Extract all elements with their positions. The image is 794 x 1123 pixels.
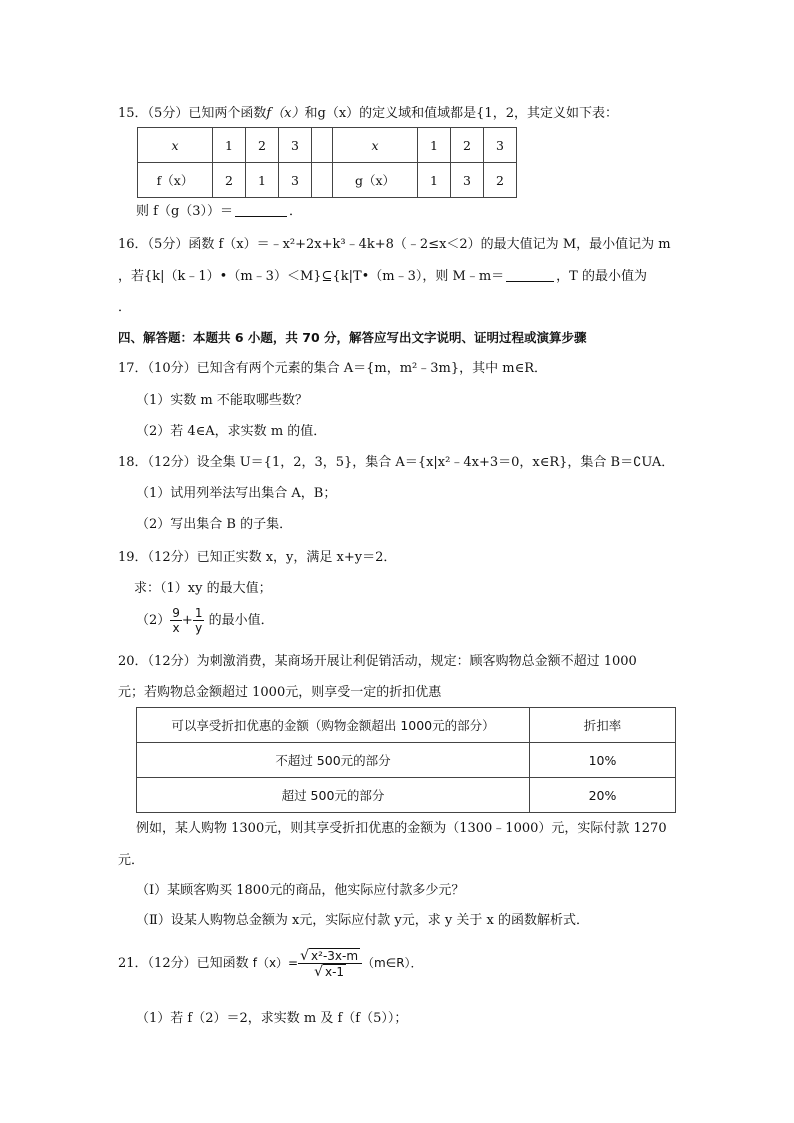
q15-table [137, 127, 517, 198]
q20-line2: 元；若购物总金额超过 1000元，则享受一定的折扣优惠 [118, 685, 442, 700]
f-table-cell: 3 [279, 163, 312, 198]
q20-example-end: 元． [118, 853, 145, 868]
fraction-9-over-x: $\frac{9}{x}$ [172, 606, 180, 635]
discount-table-header: 可以享受折扣优惠的金额（购物金额超出 1000元的部分） [137, 708, 530, 743]
q18-part2: （2）写出集合 B 的子集． [136, 517, 293, 532]
g-table-label: g（x） [333, 163, 418, 198]
q16-line2: ，若{k|（k﹣1）•（m﹣3）＜M}⊆{k|T•（m﹣3），则 M﹣m＝ ，T 的最小值为 [118, 269, 647, 284]
discount-table-cell: 不超过 500元的部分 [137, 743, 530, 778]
g-table-header-x: x [371, 137, 379, 153]
g-table-cell: 2 [484, 163, 517, 198]
q19-part1: 求：（1）xy 的最大值； [134, 581, 272, 596]
f-table-cell: 3 [279, 128, 312, 163]
discount-table-cell: 20% [530, 778, 676, 813]
discount-table-cell: 10% [530, 743, 676, 778]
q18-part1: （1）试用列举法写出集合 A，B； [136, 486, 337, 501]
q21-part1: （1）若 f（2）＝2，求实数 m 及 f（f（5））； [136, 1011, 408, 1026]
q20-part2: （Ⅱ）设某人购物总金额为 x元，实际应付款 y元，求 y 关于 x 的函数解析式． [136, 913, 589, 928]
table-gap [312, 128, 333, 163]
fraction-1-over-y: $\frac{1}{y}$ [194, 606, 203, 635]
f-table-header-x: x [171, 137, 179, 153]
f-table-cell: 2 [246, 128, 279, 163]
q19-part2: （2） $\frac{9}{x}$ + $\frac{1}{y}$ 的最小值． [136, 606, 274, 635]
q15-ask: 则 f（g（3））＝ ． [136, 204, 303, 219]
discount-table [136, 707, 676, 813]
q16-line3: ． [118, 300, 132, 315]
g-table-cell: 3 [451, 163, 484, 198]
q19-stem: 19．（12分）已知正实数 x，y，满足 x+y＝2． [118, 550, 397, 565]
g-table-cell: 2 [451, 128, 484, 163]
answer-blank[interactable] [235, 204, 287, 217]
f-table-cell: 1 [213, 128, 246, 163]
q21-stem: 21．（12分）已知函数 f（x）= $\frac{\text{√ x²-3x-m}}{√ x-1}$ （m∈R）． [118, 948, 423, 980]
sqrt-icon: √ [314, 964, 323, 980]
q16-line1: 16．（5分）函数 f（x）＝﹣x²+2x+k³﹣4k+8（﹣2≤x＜2）的最大值记为 M，最小值记为 m [118, 237, 671, 252]
sqrt-icon: √ [300, 948, 310, 964]
q17-part1: （1）实数 m 不能取哪些数？ [136, 393, 308, 408]
q17-part2: （2）若 4∈A，求实数 m 的值． [136, 424, 327, 439]
section-heading: 四、解答题：本题共 6 小题，共 70 分，解答应写出文字说明、证明过程或演算步骤 [118, 330, 587, 345]
q20-line1: 20．（12分）为刺激消费，某商场开展让利促销活动，规定：顾客购物总金额不超过 1000 [118, 654, 637, 669]
q15-stem: 15．（5分）已知两个函数f（x）和g（x）的定义域和值域都是{1，2，其定义如下表： [118, 106, 618, 121]
f-table-cell: 1 [246, 163, 279, 198]
q20-part1: （Ⅰ）某顾客购买 1800元的商品，他实际应付款多少元？ [136, 883, 465, 898]
discount-table-header: 折扣率 [530, 708, 676, 743]
f-table-label: f（x） [138, 163, 213, 198]
g-table-cell: 1 [418, 128, 451, 163]
q20-example: 例如，某人购物 1300元，则其享受折扣优惠的金额为（1300﹣1000）元，实际付款 1270 [136, 821, 667, 836]
g-table-cell: 3 [484, 128, 517, 163]
f-table-cell: 2 [213, 163, 246, 198]
g-table-cell: 1 [418, 163, 451, 198]
discount-table-cell: 超过 500元的部分 [137, 778, 530, 813]
answer-blank[interactable] [506, 269, 554, 282]
q17-stem: 17．（10分）已知含有两个元素的集合 A＝{m，m²﹣3m}，其中 m∈R． [118, 361, 547, 376]
table-gap [312, 163, 333, 198]
q18-stem: 18．（12分）设全集 U＝{1，2，3，5}，集合 A＝{x|x²﹣4x+3＝0，x∈R}，集合 B＝∁UA． [118, 455, 675, 470]
sqrt-fraction: $\frac{\text{√ x²-3x-m}}{√ x-1}$ [298, 948, 362, 979]
